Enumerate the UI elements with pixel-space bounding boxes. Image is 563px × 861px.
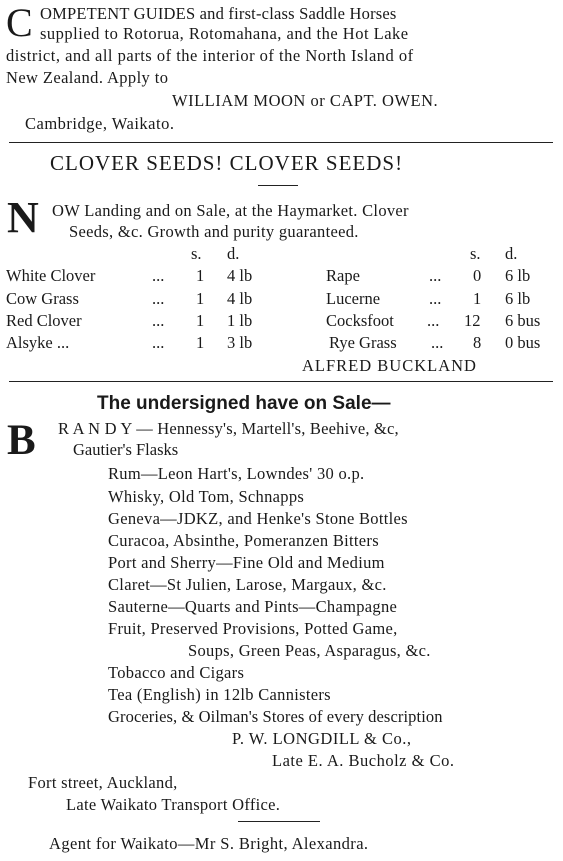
divider-2 [9, 381, 553, 382]
seed-dots: ... [152, 311, 165, 330]
seed-name: Lucerne [326, 289, 381, 308]
list-item: Claret—St Julien, Larose, Margaux, &c. [108, 575, 387, 594]
sale-address-2: Late Waikato Transport Office. [66, 795, 281, 814]
clover-line-2: Seeds, &c. Growth and purity guaranteed. [69, 222, 359, 241]
seed-pence: 6 lb [505, 289, 531, 308]
seed-dots: ... [431, 333, 444, 352]
seed-shillings: 12 [464, 311, 481, 330]
sale-dropcap: B [7, 417, 36, 464]
seed-name: Cow Grass [6, 289, 79, 308]
seed-pence: 0 bus [505, 333, 541, 352]
list-item: Curacoa, Absinthe, Pomeranzen Bitters [108, 531, 379, 550]
guides-contact: WILLIAM MOON or CAPT. OWEN. [172, 91, 439, 110]
seed-shillings: 8 [473, 333, 482, 352]
seed-dots: ... [152, 289, 165, 308]
units-s-right: s. [470, 244, 481, 263]
units-d-left: d. [227, 244, 240, 263]
divider-1 [9, 142, 553, 143]
guides-line-4: New Zealand. Apply to [6, 68, 169, 87]
sale-heading: The undersigned have on Sale— [97, 393, 391, 414]
clover-signature: ALFRED BUCKLAND [302, 356, 477, 375]
clover-heading: CLOVER SEEDS! CLOVER SEEDS! [50, 151, 404, 175]
seed-name: Rape [326, 266, 360, 285]
clover-short-rule [258, 185, 298, 186]
seed-name: Rye Grass [329, 333, 397, 352]
guides-place: Cambridge, Waikato. [25, 114, 175, 133]
divider-3 [238, 821, 320, 822]
list-item: Port and Sherry—Fine Old and Medium [108, 553, 385, 572]
seed-dots: ... [429, 289, 442, 308]
seed-name: Alsyke ... [6, 333, 70, 352]
seed-shillings: 1 [196, 333, 205, 352]
seed-pence: 6 bus [505, 311, 541, 330]
seed-dots: ... [152, 333, 165, 352]
list-item: Soups, Green Peas, Asparagus, &c. [188, 641, 431, 660]
agent-line: Agent for Waikato—Mr S. Bright, Alexandra. [49, 834, 369, 853]
seed-pence: 4 lb [227, 289, 253, 308]
list-item: Whisky, Old Tom, Schnapps [108, 487, 305, 506]
guides-dropcap: C [6, 0, 33, 45]
list-item: Fruit, Preserved Provisions, Potted Game, [108, 619, 398, 638]
guides-line-2: supplied to Rotorua, Rotomahana, and the Hot Lake [40, 24, 409, 43]
list-item: Geneva—JDKZ, and Henke's Stone Bottles [108, 509, 408, 528]
brandy-line-2: Gautier's Flasks [73, 440, 179, 459]
units-d-right: d. [505, 244, 518, 263]
seed-pence: 1 lb [227, 311, 253, 330]
seed-pence: 3 lb [227, 333, 253, 352]
seed-shillings: 1 [196, 289, 205, 308]
seed-dots: ... [427, 311, 440, 330]
guides-line-1: OMPETENT GUIDES and first-class Saddle Horses [40, 4, 397, 23]
seed-shillings: 0 [473, 266, 482, 285]
seed-name: Cocksfoot [326, 311, 394, 330]
seed-shillings: 1 [196, 266, 205, 285]
list-item: Sauterne—Quarts and Pints—Champagne [108, 597, 398, 616]
seed-dots: ... [152, 266, 165, 285]
guides-line-3: district, and all parts of the interior of the North Island of [6, 46, 414, 65]
clover-dropcap: N [7, 193, 39, 242]
brandy-line-1: R A N D Y — Hennessy's, Martell's, Beehive, &c, [58, 419, 399, 438]
seed-shillings: 1 [196, 311, 205, 330]
units-s-left: s. [191, 244, 202, 263]
clover-line-1: OW Landing and on Sale, at the Haymarket. Clover [52, 201, 409, 220]
seed-dots: ... [429, 266, 442, 285]
list-item: Tobacco and Cigars [108, 663, 245, 682]
list-item: Tea (English) in 12lb Cannisters [108, 685, 331, 704]
seed-pence: 4 lb [227, 266, 253, 285]
sale-address-1: Fort street, Auckland, [28, 773, 178, 792]
sale-firm: P. W. LONGDILL & Co., [232, 729, 412, 748]
list-item: Rum—Leon Hart's, Lowndes' 30 o.p. [108, 464, 365, 483]
seed-pence: 6 lb [505, 266, 531, 285]
seed-name: Red Clover [6, 311, 82, 330]
list-item: Groceries, & Oilman's Stores of every description [108, 707, 443, 726]
sale-late: Late E. A. Bucholz & Co. [272, 751, 455, 770]
seed-shillings: 1 [473, 289, 482, 308]
seed-name: White Clover [6, 266, 96, 285]
